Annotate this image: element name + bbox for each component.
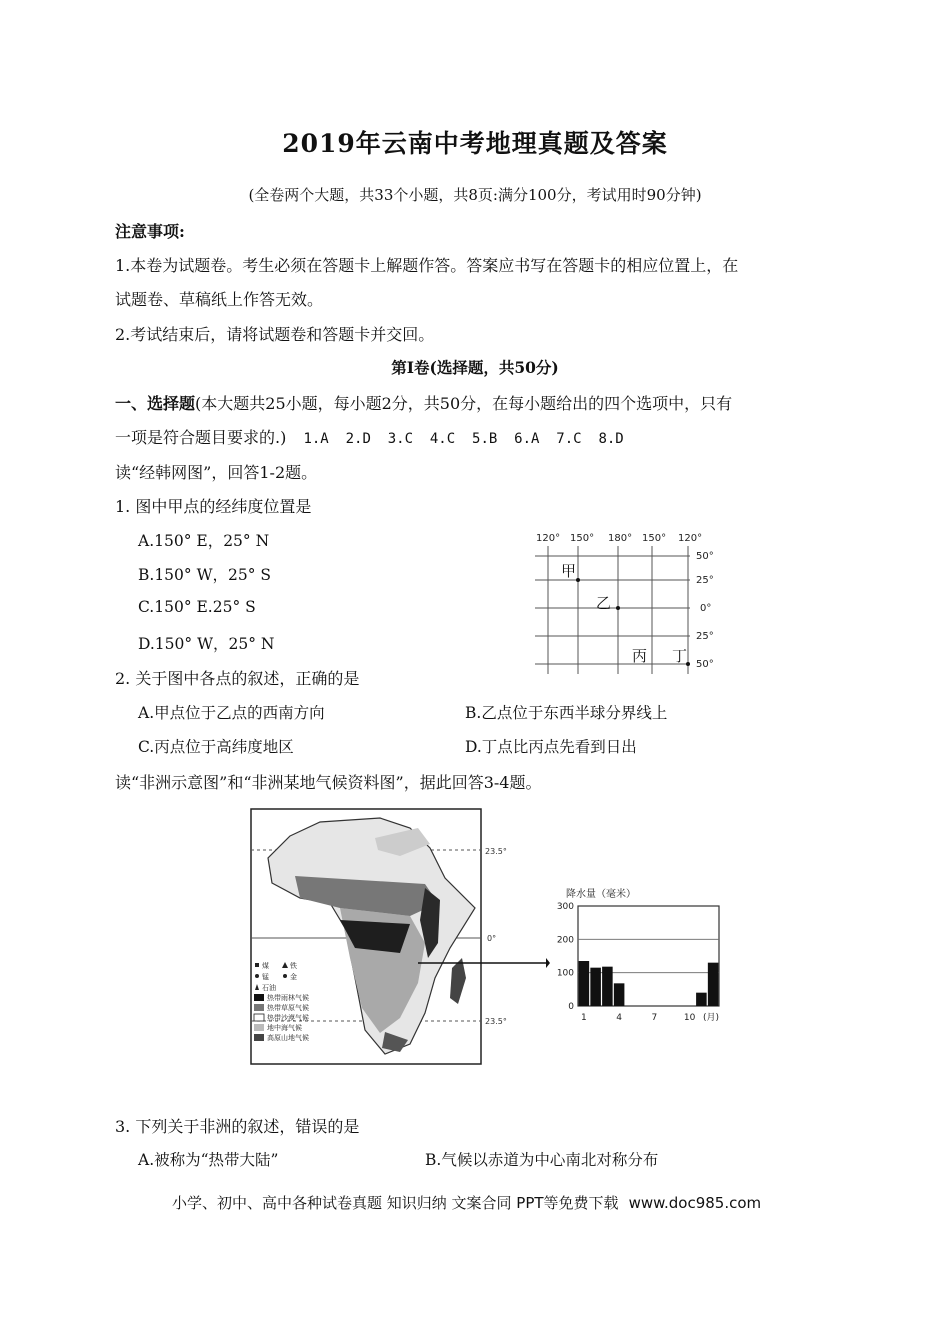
latitude-label: 23.5° [485,847,507,856]
question-1-option-a: A.150° E，25° N [138,532,270,550]
answer-key: 1.A 2.D 3.C 4.C 5.B 6.A 7.C 8.D [303,431,624,447]
lat-long-grid-map [530,528,730,688]
y-tick-label: 0 [568,1002,574,1012]
question-3-option-a: A.被称为“热带大陆” [138,1151,279,1169]
question-2-option-c: C.丙点位于高纬度地区 [138,738,294,756]
footer-text: 小学、初中、高中各种试卷真题 知识归纳 文案合同 PPT等免费下载 [172,1194,619,1212]
precipitation-bar [602,967,613,1006]
part1-intro [115,391,732,414]
legend-item: 热带雨林气候 [267,994,309,1002]
question-1-option-d: D.150° W，25° N [138,635,275,653]
page-title: 2019年云南中考地理真题及答案 [282,129,668,158]
read-instruction-2: 读“非洲示意图”和“非洲某地气候资料图”，据此回答3-4题。 [115,773,542,792]
x-tick-label: 7 [651,1013,658,1023]
grid-top-label: 120° [536,533,561,544]
precipitation-bar [708,963,719,1006]
part1-desc: (本大题共25小题，每小题2分，共50分，在每小题给出的四个选项中，只有 [195,394,733,413]
legend-item: 高原山地气候 [267,1034,309,1042]
question-1-option-b: B.150° W，25° S [138,566,272,584]
precipitation-bar [590,968,601,1006]
precipitation-bar [579,961,590,1006]
legend-item: 热带沙漠气候 [267,1014,309,1022]
point-jia [576,578,580,582]
question-2-option-b: B.乙点位于东西半球分界线上 [465,704,668,722]
question-1-stem: 1. 图中甲点的经纬度位置是 [115,497,312,516]
grid-right-label: 25° [696,575,714,586]
latitude-label: 0° [487,934,497,943]
grid-top-label: 120° [678,533,703,544]
legend-item: 金 [290,973,297,981]
point-label: 丁 [672,647,688,665]
exam-info: (全卷两个大题，共33个小题，共8页:满分100分，考试用时90分钟) [248,186,702,204]
precipitation-bar [614,983,625,1006]
point-label: 丙 [632,647,648,665]
part1-desc-cont: 一项是符合题目要求的.) [115,428,287,447]
latitude-label: 23.5° [485,1017,507,1026]
grid-right-label: 25° [696,631,714,642]
x-tick-label: 10 [683,1013,696,1023]
y-tick-label: 100 [556,968,574,979]
read-instruction-1: 读“经韩网图”，回答1-2题。 [115,463,318,482]
grid-right-label: 50° [696,551,714,562]
part1-heading: 一、选择题 [115,394,196,413]
africa-map [250,808,550,1066]
legend-item: 铁 [290,962,297,970]
question-2-option-a: A.甲点位于乙点的西南方向 [138,704,325,722]
legend-item: 锰 [262,973,269,981]
question-2-stem: 2. 关于图中各点的叙述，正确的是 [115,669,360,688]
grid-top-label: 150° [642,533,667,544]
question-2-option-d: D.丁点比丙点先看到日出 [465,738,637,756]
notice-item-1: 1.本卷为试题卷。考生必须在答题卡上解题作答。答案应书写在答题卡的相应位置上，在 [115,256,739,275]
x-axis-unit: (月) [703,1013,720,1023]
grid-right-label: 50° [696,659,714,670]
footer [172,1192,761,1213]
point-label: 乙 [596,594,612,612]
grid-top-label: 180° [608,533,633,544]
question-1-option-c: C.150° E.25° S [138,598,256,616]
x-tick-label: 1 [581,1013,587,1023]
part1-intro-cont [115,425,624,448]
footer-link[interactable]: www.doc985.com [628,1194,762,1212]
legend-item: 热带草原气候 [267,1004,309,1012]
grid-right-label: 0° [700,603,712,614]
chart-title: 降水量（毫米） [566,889,636,900]
precipitation-chart [556,884,736,1034]
notice-heading: 注意事项: [115,222,185,241]
question-3-option-b: B.气候以赤道为中心南北对称分布 [425,1151,659,1169]
notice-item-1-cont: 试题卷、草稿纸上作答无效。 [115,290,324,309]
y-tick-label: 300 [556,902,574,912]
grid-top-label: 150° [570,533,595,544]
x-tick-label: 4 [616,1013,622,1023]
legend-item: 地中海气候 [267,1024,302,1032]
legend-item: 石油 [262,984,276,992]
precipitation-bar [696,993,707,1006]
section-title: 第I卷(选择题，共50分) [391,358,559,377]
legend-item: 煤 [262,962,269,970]
question-3-stem: 3. 下列关于非洲的叙述，错误的是 [115,1117,360,1136]
point-label: 甲 [561,562,577,580]
y-tick-label: 200 [556,935,574,946]
notice-item-2: 2.考试结束后，请将试题卷和答题卡并交回。 [115,325,435,344]
point-yi [616,606,620,610]
